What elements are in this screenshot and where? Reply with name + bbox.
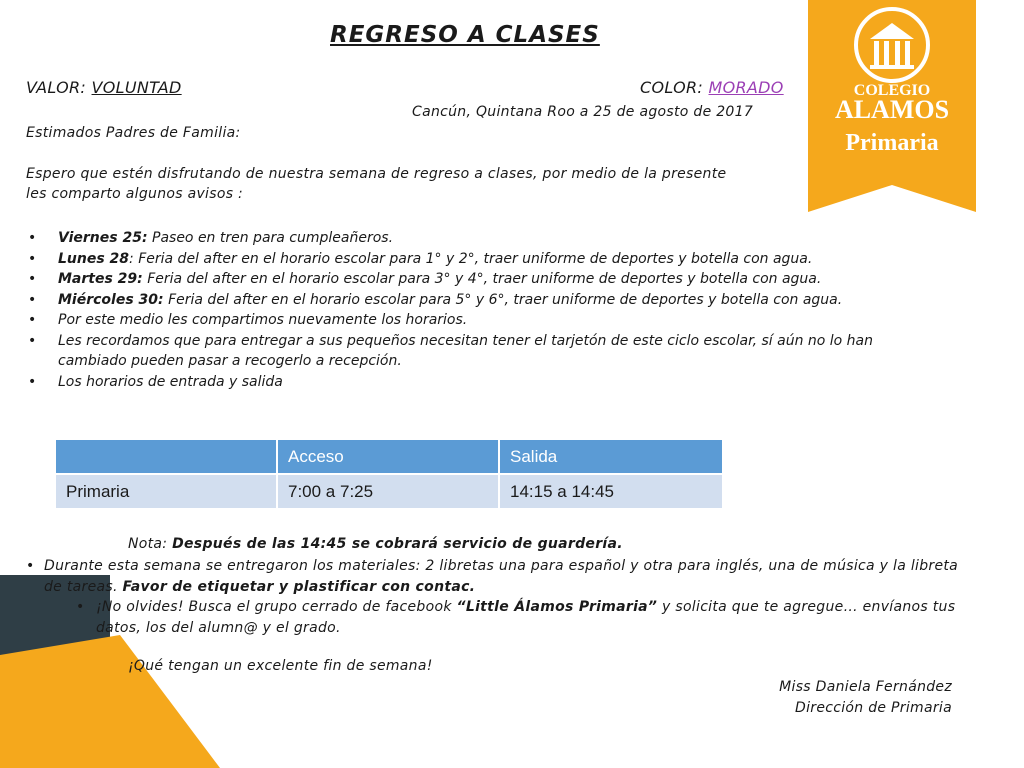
table-cell: Primaria xyxy=(55,474,277,509)
facebook-group: “Little Álamos Primaria” xyxy=(456,599,658,615)
logo-line1: COLEGIO xyxy=(853,82,931,99)
greeting: Estimados Padres de Familia: xyxy=(26,125,241,141)
logo-line2: ALAMOS xyxy=(834,95,950,124)
table-header-row xyxy=(55,439,723,474)
table-row xyxy=(55,474,723,509)
day-label: Lunes 28 xyxy=(58,250,130,267)
table-header: Salida xyxy=(499,439,723,474)
table-cell: 14:15 a 14:45 xyxy=(499,474,723,509)
list-item xyxy=(26,310,946,331)
table-header xyxy=(55,439,277,474)
item-text: Feria del after en el horario escolar para 5° y 6°, traer uniforme de deportes y botella con agua. xyxy=(163,291,843,308)
color-line xyxy=(640,78,784,97)
page-title: REGRESO A CLASES xyxy=(330,22,600,48)
note-text: Después de las 14:45 se cobrará servicio de guardería. xyxy=(172,536,623,552)
note-label: Nota: xyxy=(128,536,168,552)
intro-line-2: les comparto algunos avisos : xyxy=(26,186,244,202)
list-item xyxy=(26,269,946,290)
valor-value: VOLUNTAD xyxy=(91,78,182,97)
item-text: : Feria del after en el horario escolar para 1° y 2°, traer uniforme de deportes y botella con agua. xyxy=(129,250,813,267)
valor-line xyxy=(26,78,182,97)
valor-label: VALOR: xyxy=(26,78,87,97)
table-cell: 7:00 a 7:25 xyxy=(277,474,499,509)
date-line: Cancún, Quintana Roo a 25 de agosto de 2017 xyxy=(412,104,754,120)
item-text: Feria del after en el horario escolar para 3° y 4°, traer uniforme de deportes y botella con agua. xyxy=(142,271,822,287)
facebook-post: y solicita que te agregue… envíanos tus datos, los del alumn@ y el grado. xyxy=(96,599,956,636)
notice-list xyxy=(26,228,946,392)
list-item xyxy=(26,331,946,372)
item-text: Los horarios de entrada y salida xyxy=(58,373,283,390)
facebook-paragraph: • ¡No olvides! Busca el grupo cerrado de facebook “Little Álamos Primaria” y solicita que te agregue… envíanos tus datos, los del alumn@ y el grado. xyxy=(76,599,956,636)
signature-role: Dirección de Primaria xyxy=(795,700,952,716)
day-label: Viernes 25: xyxy=(58,230,148,246)
signature-name: Miss Daniela Fernández xyxy=(779,679,952,695)
list-item xyxy=(26,228,946,249)
note-line xyxy=(128,536,623,552)
closing-line: ¡Qué tengan un excelente fin de semana! xyxy=(128,658,433,674)
day-label: Martes 29: xyxy=(58,271,143,287)
intro-line-1: Espero que estén disfrutando de nuestra semana de regreso a clases, por medio de la presente xyxy=(26,166,727,182)
materials-text: Durante esta semana se entregaron los materiales: 2 libretas una para español y otra para inglés, una de música y la libreta de tareas. xyxy=(44,558,959,595)
list-item xyxy=(26,249,946,270)
list-item xyxy=(26,290,946,311)
table-header: Acceso xyxy=(277,439,499,474)
school-logo xyxy=(808,0,976,212)
materials-bold: Favor de etiquetar y plastificar con contac. xyxy=(122,578,476,595)
list-item xyxy=(26,372,946,393)
logo-line3: Primaria xyxy=(845,130,939,156)
item-text: Por este medio les compartimos nuevamente los horarios. xyxy=(58,312,468,328)
color-value: MORADO xyxy=(708,78,784,97)
schedule-table xyxy=(54,438,724,510)
item-text: Les recordamos que para entregar a sus pequeños necesitan tener el tarjetón de este ciclo escolar, sí aún no lo han cambiado pueden pasar a recogerlo a recepción. xyxy=(58,332,874,369)
day-label: Miércoles 30: xyxy=(58,291,164,308)
materials-paragraph: • Durante esta semana se entregaron los materiales: 2 libretas una para español y otra para inglés, una de música y la libreta de tareas. Favor de etiquetar y plastificar con contac. xyxy=(26,558,959,595)
color-label: COLOR: xyxy=(640,78,704,97)
facebook-pre: ¡No olvides! Busca el grupo cerrado de facebook xyxy=(96,599,452,615)
item-text: Paseo en tren para cumpleañeros. xyxy=(147,230,394,246)
